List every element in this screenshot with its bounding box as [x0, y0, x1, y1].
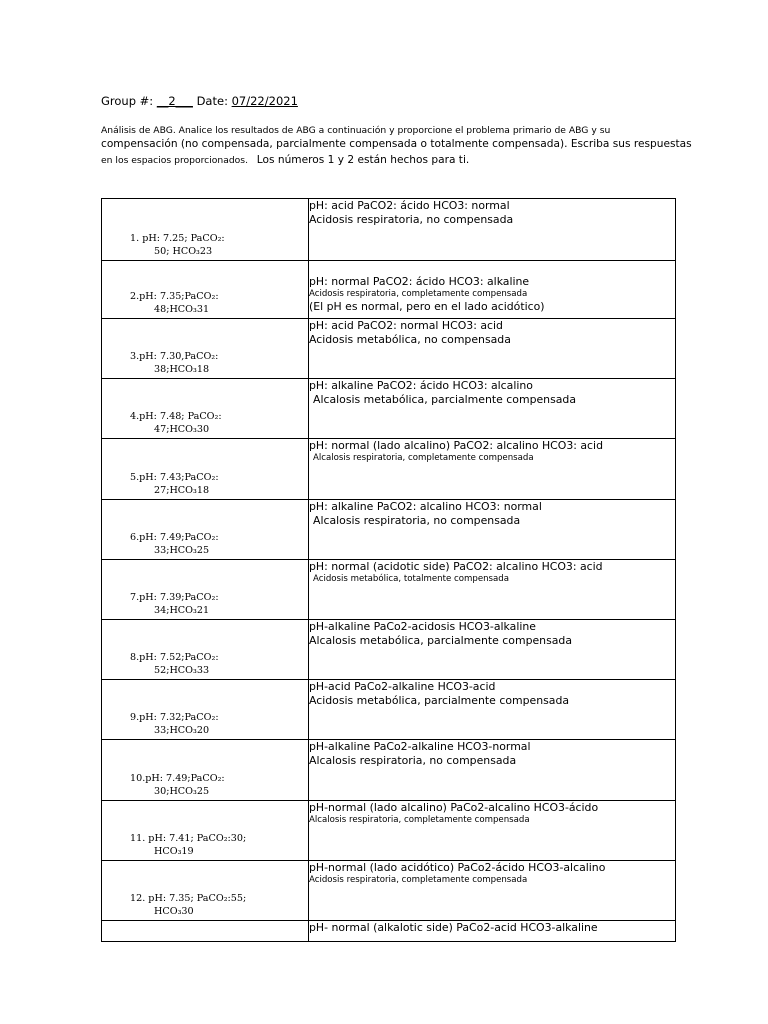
answer-line-1: pH: alkaline PaCO2: alcalino HCO3: normal: [309, 500, 542, 513]
question-values-cont: HCO₃19: [154, 845, 194, 857]
question-cell: [102, 500, 309, 560]
question-values: 3.pH: 7.30,PaCO₂:: [130, 351, 219, 363]
answer-cell[interactable]: [309, 680, 676, 740]
answer-line-2: Alcalosis respiratoria, completamente compensada: [309, 815, 530, 826]
table-row: [102, 861, 676, 921]
instructions-line-2: compensación (no compensada, parcialmente compensada o totalmente compensada). Escriba sus respuestas: [101, 138, 692, 151]
question-values-cont: 34;HCO₃21: [154, 604, 210, 616]
date-value[interactable]: 07/22/2021: [231, 94, 298, 108]
question-values: 1. pH: 7.25; PaCO₂:: [130, 233, 225, 245]
group-label: Group #:: [101, 94, 154, 108]
answer-line-1: pH: normal (acidotic side) PaCO2: alcalino HCO3: acid: [309, 560, 603, 573]
answer-line-2: Alcalosis respiratoria, completamente compensada: [313, 453, 534, 464]
answer-line-2: Acidosis metabólica, parcialmente compensada: [309, 694, 570, 708]
answer-cell[interactable]: [309, 801, 676, 861]
table-row: [102, 199, 676, 261]
answer-line-2: Acidosis metabólica, totalmente compensada: [313, 574, 510, 585]
answer-line-1: pH-acid PaCo2-alkaline HCO3-acid: [309, 680, 496, 693]
question-values: 12. pH: 7.35; PaCO₂:55;: [130, 893, 247, 905]
abg-table: [101, 198, 676, 942]
answer-line-2: Acidosis respiratoria, completamente compensada: [309, 289, 528, 300]
table-row: [102, 319, 676, 379]
answer-line-2: Alcalosis respiratoria, no compensada: [309, 754, 517, 768]
table-row: [102, 560, 676, 620]
question-values-cont: HCO₃30: [154, 905, 194, 917]
question-values-cont: 33;HCO₃20: [154, 724, 210, 736]
question-values-cont: 38;HCO₃18: [154, 363, 210, 375]
answer-cell[interactable]: [309, 500, 676, 560]
question-cell: [102, 861, 309, 921]
table-row: [102, 500, 676, 560]
instructions-line-1: Análisis de ABG. Analice los resultados de ABG a continuación y proporcione el problema primario de ABG y su: [101, 125, 611, 136]
answer-line-1: pH: alkaline PaCO2: ácido HCO3: alcalino: [309, 379, 533, 392]
question-values-cont: 48;HCO₃31: [154, 303, 210, 315]
answer-line-2: Alcalosis metabólica, parcialmente compensada: [309, 634, 573, 648]
answer-cell[interactable]: [309, 379, 676, 439]
table-row: [102, 261, 676, 319]
question-values: 9.pH: 7.32;PaCO₂:: [130, 712, 219, 724]
answer-line-2: Alcalosis respiratoria, no compensada: [313, 514, 521, 528]
instructions-line-3b: Los números 1 y 2 están hechos para ti.: [256, 153, 470, 166]
question-cell: [102, 261, 309, 319]
question-values: 2.pH: 7.35;PaCO₂:: [130, 291, 219, 303]
answer-cell[interactable]: [309, 199, 676, 261]
answer-line-2: Acidosis metabólica, no compensada: [309, 333, 511, 347]
question-values-cont: 27;HCO₃18: [154, 484, 210, 496]
table-row: [102, 379, 676, 439]
question-values-cont: 33;HCO₃25: [154, 544, 210, 556]
answer-line-3: (El pH es normal, pero en el lado acidótico): [309, 300, 545, 314]
question-values: 11. pH: 7.41; PaCO₂:30;: [130, 833, 247, 845]
answer-line-1: pH-alkaline PaCo2-acidosis HCO3-alkaline: [309, 620, 536, 633]
question-cell: [102, 379, 309, 439]
answer-line-1: pH: normal (lado alcalino) PaCO2: alcalino HCO3: acid: [309, 439, 603, 452]
question-values-cont: 47;HCO₃30: [154, 423, 210, 435]
instructions-line-3a: en los espacios proporcionados.: [101, 154, 249, 166]
question-cell: [102, 680, 309, 740]
question-values: 4.pH: 7.48; PaCO₂:: [130, 411, 222, 423]
answer-line-2: Acidosis respiratoria, completamente compensada: [309, 875, 528, 886]
answer-line-1: pH-alkaline PaCo2-alkaline HCO3-normal: [309, 740, 531, 753]
answer-cell[interactable]: [309, 620, 676, 680]
answer-line-1: pH-normal (lado acidótico) PaCo2-ácido HCO3-alcalino: [309, 861, 606, 874]
question-values-cont: 30;HCO₃25: [154, 785, 210, 797]
answer-line-1: pH-normal (lado alcalino) PaCo2-alcalino HCO3-ácido: [309, 801, 599, 814]
answer-cell[interactable]: [309, 740, 676, 801]
date-label: Date:: [196, 94, 228, 108]
instructions-line-3: [101, 153, 711, 168]
question-cell: [102, 199, 309, 261]
table-row: [102, 439, 676, 500]
question-values: 5.pH: 7.43;PaCO₂:: [130, 472, 219, 484]
answer-line-1: pH: acid PaCO2: ácido HCO3: normal: [309, 199, 510, 212]
answer-line-1: pH: acid PaCO2: normal HCO3: acid: [309, 319, 503, 332]
table-row: [102, 620, 676, 680]
instructions: [101, 124, 711, 168]
answer-cell[interactable]: [309, 560, 676, 620]
question-cell: [102, 620, 309, 680]
question-values: 8.pH: 7.52;PaCO₂:: [130, 652, 219, 664]
question-cell: [102, 740, 309, 801]
answer-cell[interactable]: [309, 439, 676, 500]
question-cell: [102, 921, 309, 942]
question-cell: [102, 560, 309, 620]
table-row: [102, 740, 676, 801]
question-cell: [102, 439, 309, 500]
question-values-cont: 52;HCO₃33: [154, 664, 210, 676]
answer-line-1: pH- normal (alkalotic side) PaCo2-acid HCO3-alkaline: [309, 921, 598, 934]
answer-line-1: pH: normal PaCO2: ácido HCO3: alkaline: [309, 275, 530, 288]
question-values: 7.pH: 7.39;PaCO₂:: [130, 592, 219, 604]
answer-line-2: Alcalosis metabólica, parcialmente compensada: [313, 393, 577, 407]
header-line: [101, 94, 298, 108]
answer-cell[interactable]: [309, 261, 676, 319]
question-cell: [102, 319, 309, 379]
question-values: 10.pH: 7.49;PaCO₂:: [130, 773, 225, 785]
table-row: [102, 680, 676, 740]
question-values-cont: 50; HCO₃23: [154, 245, 213, 257]
question-cell: [102, 801, 309, 861]
answer-cell[interactable]: [309, 861, 676, 921]
question-values: 6.pH: 7.49;PaCO₂:: [130, 532, 219, 544]
answer-line-2: Acidosis respiratoria, no compensada: [309, 213, 514, 227]
table-row: [102, 921, 676, 942]
answer-cell[interactable]: [309, 319, 676, 379]
answer-cell[interactable]: [309, 921, 676, 942]
group-value[interactable]: __2___: [156, 94, 193, 108]
table-row: [102, 801, 676, 861]
